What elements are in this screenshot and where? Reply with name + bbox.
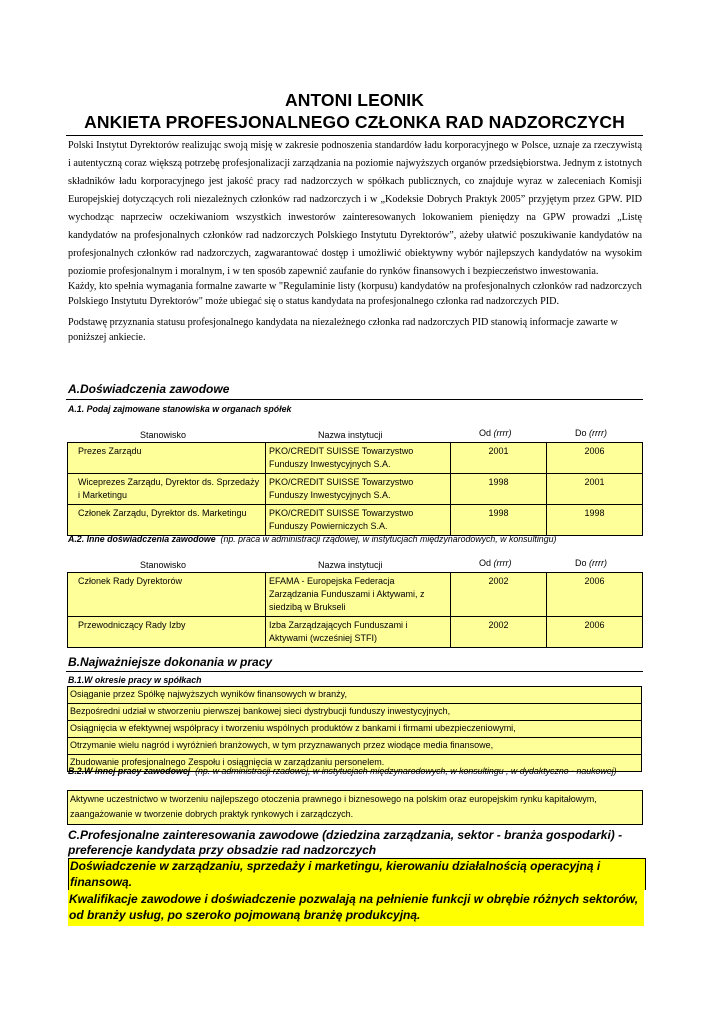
a1-col-position: Stanowisko [140, 430, 187, 440]
b2-heading: B.2.W innej pracy zawodowej (np. w administracji rzadowej, w instytucjach międzynarodowych, w konsultingu , w dydaktyczno - naukowej) [68, 766, 617, 776]
list-item [68, 738, 642, 755]
a2-col-institution: Nazwa instytucji [318, 560, 383, 570]
b1-heading: B.1.W okresie pracy w spółkach [68, 675, 202, 685]
b2-note: (np. w administracji rzadowej, w instytucjach międzynarodowych, w konsultingu , w dydaktyczno - naukowej) [195, 766, 617, 776]
a1-row1-from: 2001 [451, 443, 547, 474]
person-name: ANTONI LEONIK [284, 90, 425, 110]
b1-item-4: Otrzymanie wielu nagród i wyróżnień branżowych, w tym przyznawanych przez wiodące media finansowe, [68, 738, 642, 755]
a2-row2-institution: Izba Zarządzających Funduszami i Aktywami (wcześniej STFI) [266, 617, 451, 648]
intro-paragraph-3: Podstawę przyznania statusu profesjonalnego kandydata na niezależnego członka rad nadzorczych PID stanowią informacje zawarte w poniższej ankiecie. [68, 317, 618, 343]
a2-col-to: Do (rrrr) [575, 558, 608, 568]
a1-col-from: Od (rrrr) [479, 428, 512, 438]
a1-row3-institution: PKO/CREDIT SUISSE Towarzystwo Funduszy Powierniczych S.A. [266, 505, 451, 536]
table-row [68, 505, 643, 536]
section-c-heading: C.Profesjonalne zainteresowania zawodowe (dziedzina zarządzania, sektor - branża gospodarki) - preferencje kandydata przy obsadzie rad nadzorczych [68, 828, 623, 857]
a2-col-position: Stanowisko [140, 560, 187, 570]
a1-row1-institution: PKO/CREDIT SUISSE Towarzystwo Funduszy Inwestycyjnych S.A. [266, 443, 451, 474]
section-a-rule [66, 399, 643, 400]
table-row [68, 617, 643, 648]
a2-row2-to: 2006 [547, 617, 643, 648]
a2-row2-position: Przewodniczący Rady Izby [68, 617, 266, 648]
a2-row1-to: 2006 [547, 573, 643, 617]
section-b-heading: B.Najważniejsze dokonania w pracy [68, 655, 273, 669]
table-row [68, 573, 643, 617]
a2-row1-position: Członek Rady Dyrektorów [68, 573, 266, 617]
b1-item-3: Osiągnięcia w efektywnej współpracy i tworzeniu wspólnych produktów z bankami i firmami ubezpieczeniowymi, [68, 721, 642, 738]
a1-row2-from: 1998 [451, 474, 547, 505]
a1-row3-position: Członek Zarządu, Dyrektor ds. Marketingu [68, 505, 266, 536]
a2-heading: A.2. Inne doświadczenia zawodowe (np. praca w administracji rządowej, w instytucjach międzynarodowych, w konsultingu) [68, 534, 557, 544]
a1-row1-to: 2006 [547, 443, 643, 474]
section-c-answer-1: Doświadczenie w zarządzaniu, sprzedaży i marketingu, kierowaniu działalnością operacyjną i finansową. [68, 858, 646, 890]
a1-row2-institution: PKO/CREDIT SUISSE Towarzystwo Funduszy Inwestycyjnych S.A. [266, 474, 451, 505]
table-row [68, 474, 643, 505]
list-item [68, 721, 642, 738]
a1-col-institution: Nazwa instytucji [318, 430, 383, 440]
a2-table [67, 572, 643, 648]
a1-row3-from: 1998 [451, 505, 547, 536]
document-title: ANKIETA PROFESJONALNEGO CZŁONKA RAD NADZORCZYCH [84, 112, 625, 132]
title-rule [66, 135, 643, 136]
a1-heading: A.1. Podaj zajmowane stanowiska w organach spółek [68, 404, 292, 414]
list-item [68, 687, 642, 704]
b1-list [67, 686, 642, 772]
a1-row1-position: Prezes Zarządu [68, 443, 266, 474]
a2-col-from: Od (rrrr) [479, 558, 512, 568]
a1-row2-to: 2001 [547, 474, 643, 505]
a1-col-to: Do (rrrr) [575, 428, 608, 438]
intro-text [68, 137, 642, 345]
section-c-answer-2: Kwalifikacje zawodowe i doświadczenie pozwalają na pełnienie funkcji w obrębie różnych sektorów, od branży usług, po szeroko pojmowaną branżę produkcyjną. [68, 890, 644, 926]
intro-paragraph-2: Każdy, kto spełnia wymagania formalne zawarte w "Regulaminie listy (korpusu) kandydatów na profesjonalnych członków rad nadzorczych Polskiego Instytutu Dyrektorów" może ubiegać się o status kandydata na profesjonalnego członka rad nadzorczych PID. [68, 281, 642, 307]
a2-note: (np. praca w administracji rządowej, w instytucjach międzynarodowych, w konsultingu) [220, 534, 557, 544]
b1-item-2: Bezpośredni udział w stworzeniu pierwszej bankowej sieci dystrybucji funduszy inwestycyjnych, [68, 704, 642, 721]
a2-row2-from: 2002 [451, 617, 547, 648]
section-a-heading: A.Doświadczenia zawodowe [68, 382, 230, 396]
a1-table [67, 442, 643, 536]
a1-row2-position: Wiceprezes Zarządu, Dyrektor ds. Sprzedaży i Marketingu [68, 474, 266, 505]
a2-row1-institution: EFAMA - Europejska Federacja Zarządzania Funduszami i Aktywami, z siedzibą w Brukseli [266, 573, 451, 617]
table-row [68, 443, 643, 474]
b1-item-5: Zbudowanie profesjonalnego Zespołu i osiągnięcia w zarządzaniu personelem. [68, 755, 642, 772]
b1-item-1: Osiąganie przez Spółkę najwyższych wyników finansowych w branży, [68, 687, 642, 704]
b2-answer: Aktywne uczestnictwo w tworzeniu najlepszego otoczenia prawnego i biznesowego na polskim oraz europejskim rynku kapitałowym, zaangażowanie w tworzenie dobrych praktyk rynkowych i zarządczych. [67, 790, 643, 825]
section-b-rule [66, 671, 643, 672]
intro-paragraph-1: Polski Instytut Dyrektorów realizując swoją misję w zakresie podnoszenia standardów ładu korporacyjnego w Polsce, uznaje za rzeczywistą i autentyczną coraz większą potrzebę profesjonalizacji zarządzania na poziomie najwyższych organów przedsiębiorstwa. Jednym z istotnych składników ładu korporacyjnego jest jakość pracy rad nadzorczych w spółkach publicznych, co znajduje wyraz w zaleceniach Komisji Europejskiej dotyczących roli niezależnych członków rad nadzorczych i w „Kodeksie Dobrych Praktyk 2005” przyjętym przez GPW. PID wychodząc naprzeciw oczekiwaniom wszystkich inwestorów zainteresowanych lokowaniem pieniędzy na GPW prowadzi „Listę kandydatów na profesjonalnych członków rad nadzorczych Polskiego Instytutu Dyrektorów”, ażeby ułatwić poszukiwanie kandydatów na profesjonalnych członków rad nadzorczych, zagwarantować dostęp i umożliwić obiektywny wybór najlepszych kandydatów na wysokim poziomie profesjonalnym i moralnym, i w ten sposób zapewnić zaufanie do rynków finansowych i bezpieczeństwo inwestowania. [68, 140, 642, 277]
list-item [68, 704, 642, 721]
a2-row1-from: 2002 [451, 573, 547, 617]
a1-row3-to: 1998 [547, 505, 643, 536]
